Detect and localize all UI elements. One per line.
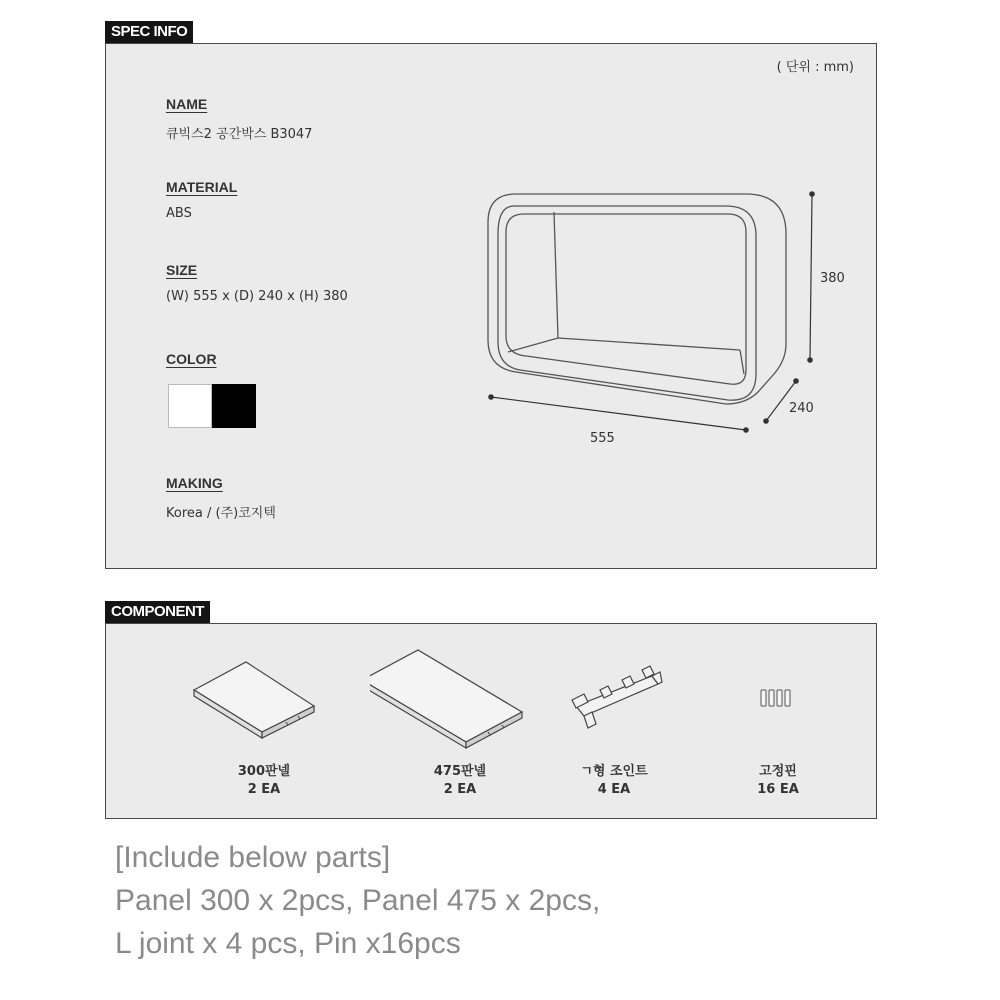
- note-line-2: Panel 300 x 2pcs, Panel 475 x 2pcs,: [115, 884, 601, 917]
- component-panel: [105, 623, 877, 819]
- material-value: ABS: [166, 206, 192, 221]
- panel-300-icon: [174, 624, 354, 754]
- dimension-width: 555: [590, 431, 615, 446]
- component-qty: 2 EA: [247, 782, 281, 797]
- size-value: (W) 555 x (D) 240 x (H) 380: [166, 289, 348, 304]
- component-qty: 4 EA: [597, 782, 631, 797]
- component-name: ㄱ형 조인트: [580, 764, 648, 779]
- dimension-depth: 240: [789, 401, 814, 416]
- color-label: COLOR: [166, 351, 217, 367]
- unit-label: ( 단위 : mm): [776, 60, 854, 75]
- spec-info-panel: [105, 43, 877, 569]
- name-label: NAME: [166, 96, 208, 112]
- making-label: MAKING: [166, 475, 223, 491]
- component-qty: 2 EA: [443, 782, 477, 797]
- note-line-3: L joint x 4 pcs, Pin x16pcs: [115, 927, 461, 960]
- component-name: 475판넬: [433, 764, 487, 779]
- pins-icon: [688, 624, 868, 754]
- component-tab: COMPONENT: [105, 601, 210, 623]
- spec-info-tab: SPEC INFO: [105, 21, 193, 43]
- dimension-height: 380: [820, 271, 845, 286]
- material-label: MATERIAL: [166, 179, 238, 195]
- component-name: 300판넬: [237, 764, 291, 779]
- l-joint-icon: [524, 624, 704, 754]
- storage-box-drawing: [106, 44, 878, 570]
- making-value: Korea / (주)코지텍: [166, 506, 276, 521]
- size-label: SIZE: [166, 262, 198, 278]
- component-qty: 16 EA: [757, 782, 799, 797]
- included-parts-note: [115, 836, 600, 965]
- panel-475-icon: [370, 624, 550, 754]
- component-name: 고정핀: [759, 764, 797, 779]
- note-line-1: [Include below parts]: [115, 841, 391, 874]
- name-value: 큐빅스2 공간박스 B3047: [166, 127, 313, 142]
